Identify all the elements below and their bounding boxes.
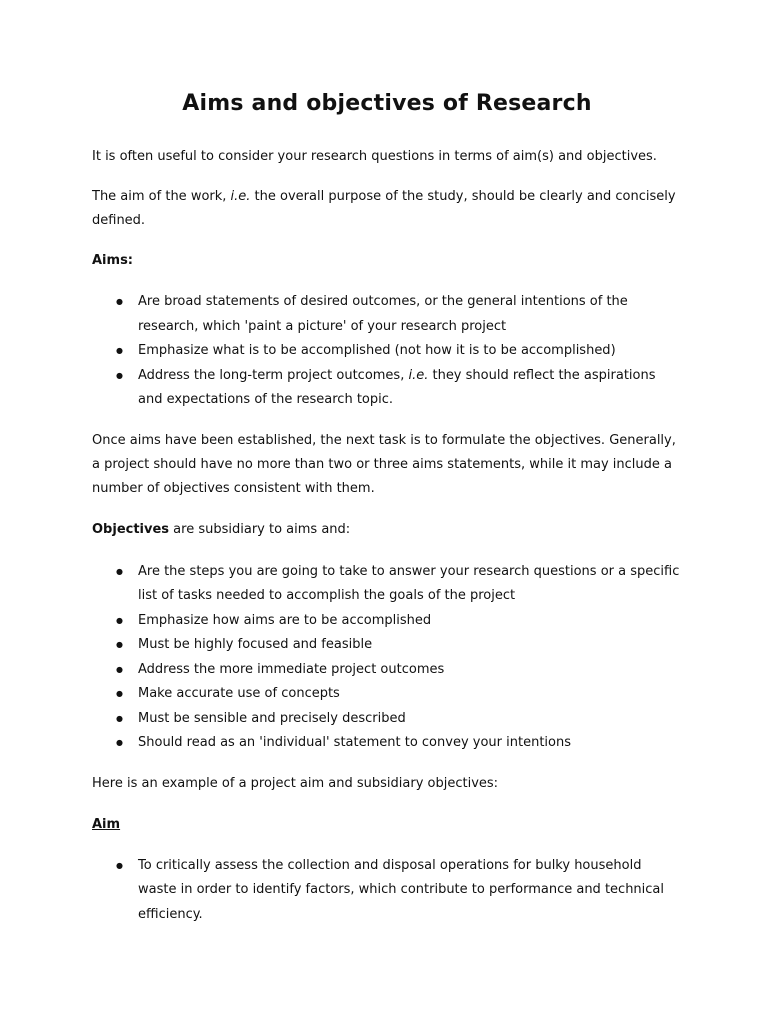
list-item — [92, 682, 682, 707]
list-item-text: Should read as an 'individual' statement to convey your intentions — [138, 735, 571, 750]
list-item-text: Are the steps you are going to take to answer your research questions or a specific list of tasks needed to accomplish the goals of the project — [138, 563, 680, 603]
aim-list — [92, 854, 682, 928]
bullet-icon: ● — [116, 566, 123, 576]
list-item-text: To critically assess the collection and disposal operations for bulky household waste in order to identify factors, which contribute to performance and technical efficiency. — [138, 857, 665, 922]
bullet-icon: ● — [116, 615, 123, 625]
once-paragraph: Once aims have been established, the next task is to formulate the objectives. Generally, a project should have no more than two or three aims statements, while it may include a number of objectives consistent with them. — [92, 432, 676, 496]
list-item — [92, 633, 682, 658]
bullet-icon: ● — [116, 713, 123, 723]
list-item — [92, 707, 682, 732]
list-item — [92, 731, 682, 756]
aim-definition-after: the overall purpose of the study, should be clearly and concisely defined. — [92, 189, 676, 228]
list-item-text: Make accurate use of concepts — [138, 686, 340, 701]
list-item — [92, 854, 682, 928]
objectives-lead-paragraph — [92, 518, 682, 542]
list-item-text: Emphasize how aims are to be accomplished — [138, 612, 432, 628]
bullet-icon: ● — [116, 689, 123, 698]
bullet-icon: ● — [116, 664, 123, 674]
list-item-text-ie: i.e. — [408, 367, 429, 383]
list-item — [92, 339, 682, 364]
list-item-text: Must be sensible and precisely described — [138, 710, 406, 726]
objectives-lead-bold: Objectives — [92, 521, 170, 537]
list-item — [92, 290, 682, 339]
aim-heading: Aim — [92, 816, 121, 832]
bullet-icon: ● — [116, 738, 123, 747]
list-item-text: Must be highly focused and feasible — [138, 637, 373, 652]
objectives-list — [92, 560, 682, 756]
list-item — [92, 658, 682, 683]
list-item-text: Address the more immediate project outcomes — [138, 661, 445, 677]
list-item — [92, 560, 682, 609]
bullet-icon: ● — [116, 297, 123, 306]
objectives-lead-rest: are subsidiary to aims and: — [169, 521, 351, 537]
bullet-icon: ● — [116, 346, 123, 355]
document-page — [92, 84, 682, 927]
aim-definition-ie: i.e. — [230, 189, 251, 204]
list-item — [92, 609, 682, 634]
aims-list — [92, 290, 682, 413]
bullet-icon: ● — [116, 860, 123, 870]
bullet-icon: ● — [116, 370, 123, 380]
list-item-text-after: they should reflect the aspirations and expectations of the research topic. — [138, 367, 656, 407]
aims-heading: Aims: — [92, 253, 133, 268]
intro-paragraph: It is often useful to consider your research questions in terms of aim(s) and objectives. — [92, 149, 657, 164]
list-item-text: Are broad statements of desired outcomes, or the general intentions of the research, which 'paint a picture' of your research project — [138, 294, 628, 334]
aim-definition-before: The aim of the work, — [92, 189, 231, 204]
example-intro-paragraph: Here is an example of a project aim and subsidiary objectives: — [92, 775, 499, 791]
list-item — [92, 364, 682, 413]
list-item-text: Emphasize what is to be accomplished (not how it is to be accomplished) — [138, 343, 616, 358]
bullet-icon: ● — [116, 640, 123, 649]
aim-definition-paragraph — [92, 185, 682, 233]
list-item-text-before: Address the long-term project outcomes, — [138, 367, 409, 383]
page-title: Aims and objectives of Research — [182, 91, 592, 116]
